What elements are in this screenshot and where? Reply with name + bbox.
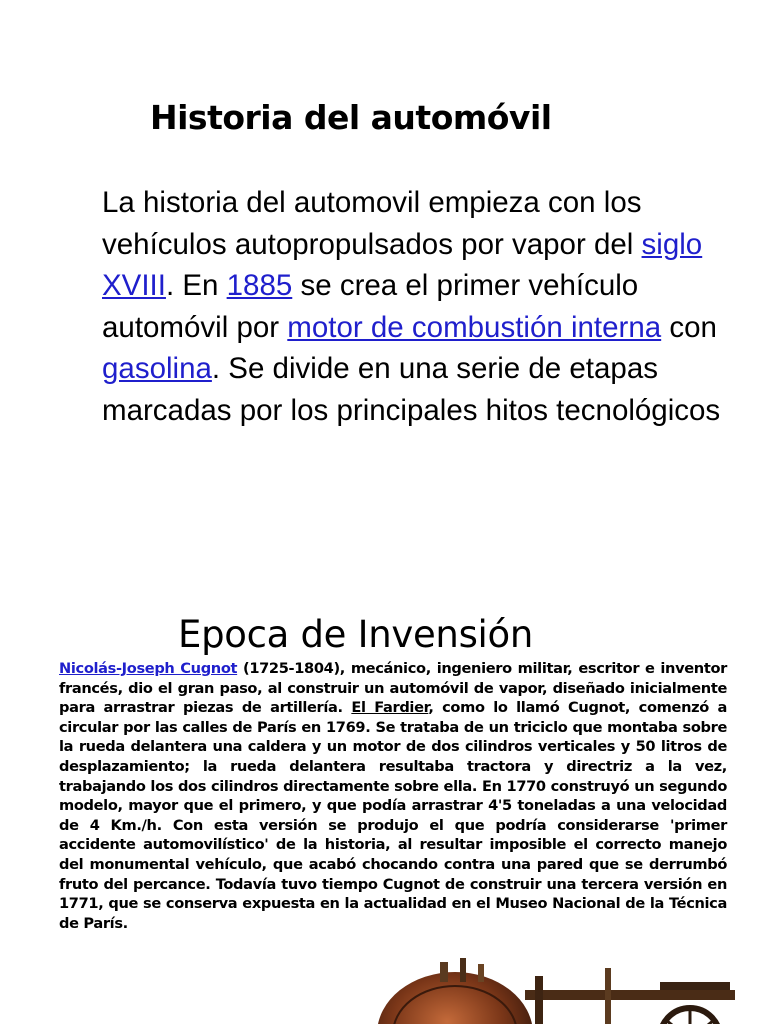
link-motor-combustion[interactable]: motor de combustión interna	[287, 310, 662, 344]
intro-text-5: . Se divide en una serie de etapas marcadas por los principales hitos tecnológicos	[102, 352, 721, 427]
fardier-name: El Fardier	[351, 699, 429, 717]
cugnot-paragraph	[59, 659, 727, 933]
steam-car-image	[360, 938, 768, 1024]
link-gasolina[interactable]: gasolina	[102, 352, 212, 385]
link-1885[interactable]: 1885	[226, 269, 293, 302]
intro-paragraph	[102, 182, 742, 431]
boiler-shape	[377, 958, 533, 1024]
section-title: Epoca de Invensión	[178, 613, 534, 656]
link-siglo-xviii[interactable]: siglo XVIII	[102, 227, 703, 302]
cugnot-text-2: , como lo llamó Cugnot, comenzó a circular por las calles de París en 1769. Se trataba de un triciclo que montaba sobre la rueda delantera una caldera y un motor de dos cilindros verticales y 50 litros de desplazamiento; la rueda delantera resultaba tractora y directriz a la vez, trabajando los dos cilindros directamente sobre ella. En 1770 construyó un segundo modelo, mayor que el primero, y que podía arrastrar 4'5 toneladas a una velocidad de 4 Km./h. Con esta versión se produjo el que podría considerarse 'primer accidente automovilístico' de la historia, al resultar imposible el correcto manejo del monumental vehículo, que acabó chocando contra una pared que se derrumbó fruto del percance. Todavía tuvo tiempo Cugnot de construir una tercera versión en 1771, que se conserva expuesta en la actualidad en el Museo Nacional de la Técnica de París.	[59, 699, 728, 932]
wheel-shape	[660, 1008, 720, 1024]
intro-text-3: se crea el primer vehículo automóvil por	[102, 269, 639, 344]
frame-shape	[525, 968, 735, 1024]
link-cugnot[interactable]: Nicolás-Joseph Cugnot	[59, 660, 238, 677]
cugnot-text-1: (1725-1804), mecánico, ingeniero militar, escritor e inventor francés, dio el gran paso, al construir un automóvil de vapor, diseñado inicialmente para arrastrar piezas de artillería.	[59, 660, 727, 717]
intro-text-4: con	[661, 310, 717, 344]
intro-text-1: La historia del automovil empieza con los vehículos autopropulsados por vapor del	[102, 186, 642, 261]
page-title: Historia del automóvil	[150, 98, 552, 137]
intro-text-2: . En	[165, 269, 227, 302]
